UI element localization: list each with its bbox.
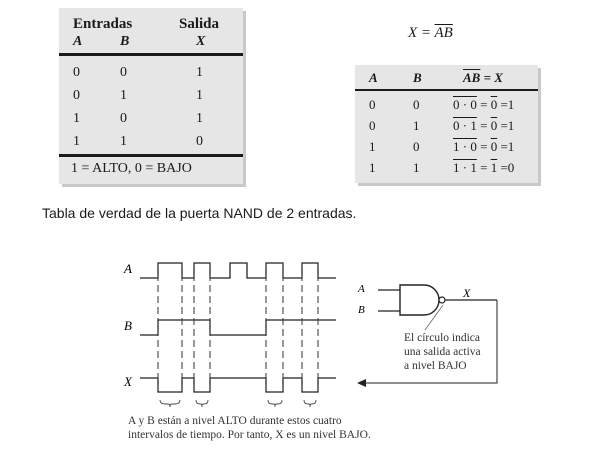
- t1-r2-b: 1: [120, 88, 127, 103]
- gate-note-line1: El círculo indica: [404, 332, 480, 344]
- t1-r2-x: 1: [196, 88, 203, 103]
- t1-r2-a: 0: [73, 88, 80, 103]
- waveform-a: [140, 263, 336, 278]
- arrow-head-icon: [357, 379, 366, 387]
- t2-col-expr: $\overline{AB} = X$: [463, 70, 503, 85]
- waveform-x: [140, 378, 336, 392]
- t1-r1-b: 0: [120, 65, 127, 80]
- label-b: B: [124, 318, 132, 333]
- t1-r3-b: 0: [120, 111, 127, 126]
- output-header: Salida: [179, 16, 220, 32]
- inputs-header: Entradas: [73, 16, 133, 32]
- col-a-header: A: [73, 34, 83, 49]
- t2-col-b: B: [413, 70, 422, 85]
- timing-note-line2: intervalos de tiempo. Por tanto, X es un nivel BAJO.: [128, 429, 371, 441]
- interval-braces: [160, 400, 316, 407]
- t2-col-a: A: [369, 70, 378, 85]
- t1-r3-x: 1: [196, 111, 203, 126]
- label-a: A: [124, 261, 132, 276]
- gate-input-a-label: A: [358, 283, 365, 295]
- t1-r4-a: 1: [73, 134, 80, 149]
- t1-r4-b: 1: [120, 134, 127, 149]
- col-x-header: X: [196, 34, 206, 49]
- inversion-bubble: [439, 297, 445, 303]
- t2-r2-a: 0: [369, 118, 376, 133]
- t2-r3-expr: 1 · 0 = 0 =1: [453, 139, 515, 154]
- equation-left: X =: [408, 25, 435, 41]
- legend-text: 1 = ALTO, 0 = BAJO: [71, 161, 192, 176]
- t2-r1-a: 0: [369, 97, 376, 112]
- timing-note-line1: A y B están a nivel ALTO durante estos cuatro: [128, 415, 342, 427]
- t2-r1-b: 0: [413, 97, 420, 112]
- t2-r4-expr: 1 · 1 = 1 =0: [453, 160, 515, 175]
- t1-r1-x: 1: [196, 65, 203, 80]
- t2-r2-b: 1: [413, 118, 420, 133]
- t2-r3-a: 1: [369, 139, 376, 154]
- col-b-header: B: [120, 34, 130, 49]
- t1-r1-a: 0: [73, 65, 80, 80]
- gate-note-line3: a nivel BAJO: [404, 360, 467, 372]
- t2-r2-expr: 0 · 1 = 0 =1: [453, 118, 515, 133]
- gate-output-label: X: [463, 286, 471, 300]
- t1-r4-x: 0: [196, 134, 203, 149]
- equation-right: $\overline{AB}$: [434, 25, 453, 41]
- t2-r1-expr: 0 · 0 = 0 =1: [453, 97, 515, 112]
- gate-input-b-label: B: [358, 304, 365, 316]
- t2-r4-b: 1: [413, 160, 420, 175]
- t2-r4-a: 1: [369, 160, 376, 175]
- waveform-b: [140, 320, 336, 335]
- gate-note-line2: una salida activa: [404, 346, 481, 358]
- t1-r3-a: 1: [73, 111, 80, 126]
- nand-gate-body: [400, 285, 439, 315]
- label-x: X: [124, 374, 132, 389]
- interval-guides: [158, 263, 318, 392]
- figure-caption: Tabla de verdad de la puerta NAND de 2 entradas.: [42, 205, 357, 221]
- t2-r3-b: 0: [413, 139, 420, 154]
